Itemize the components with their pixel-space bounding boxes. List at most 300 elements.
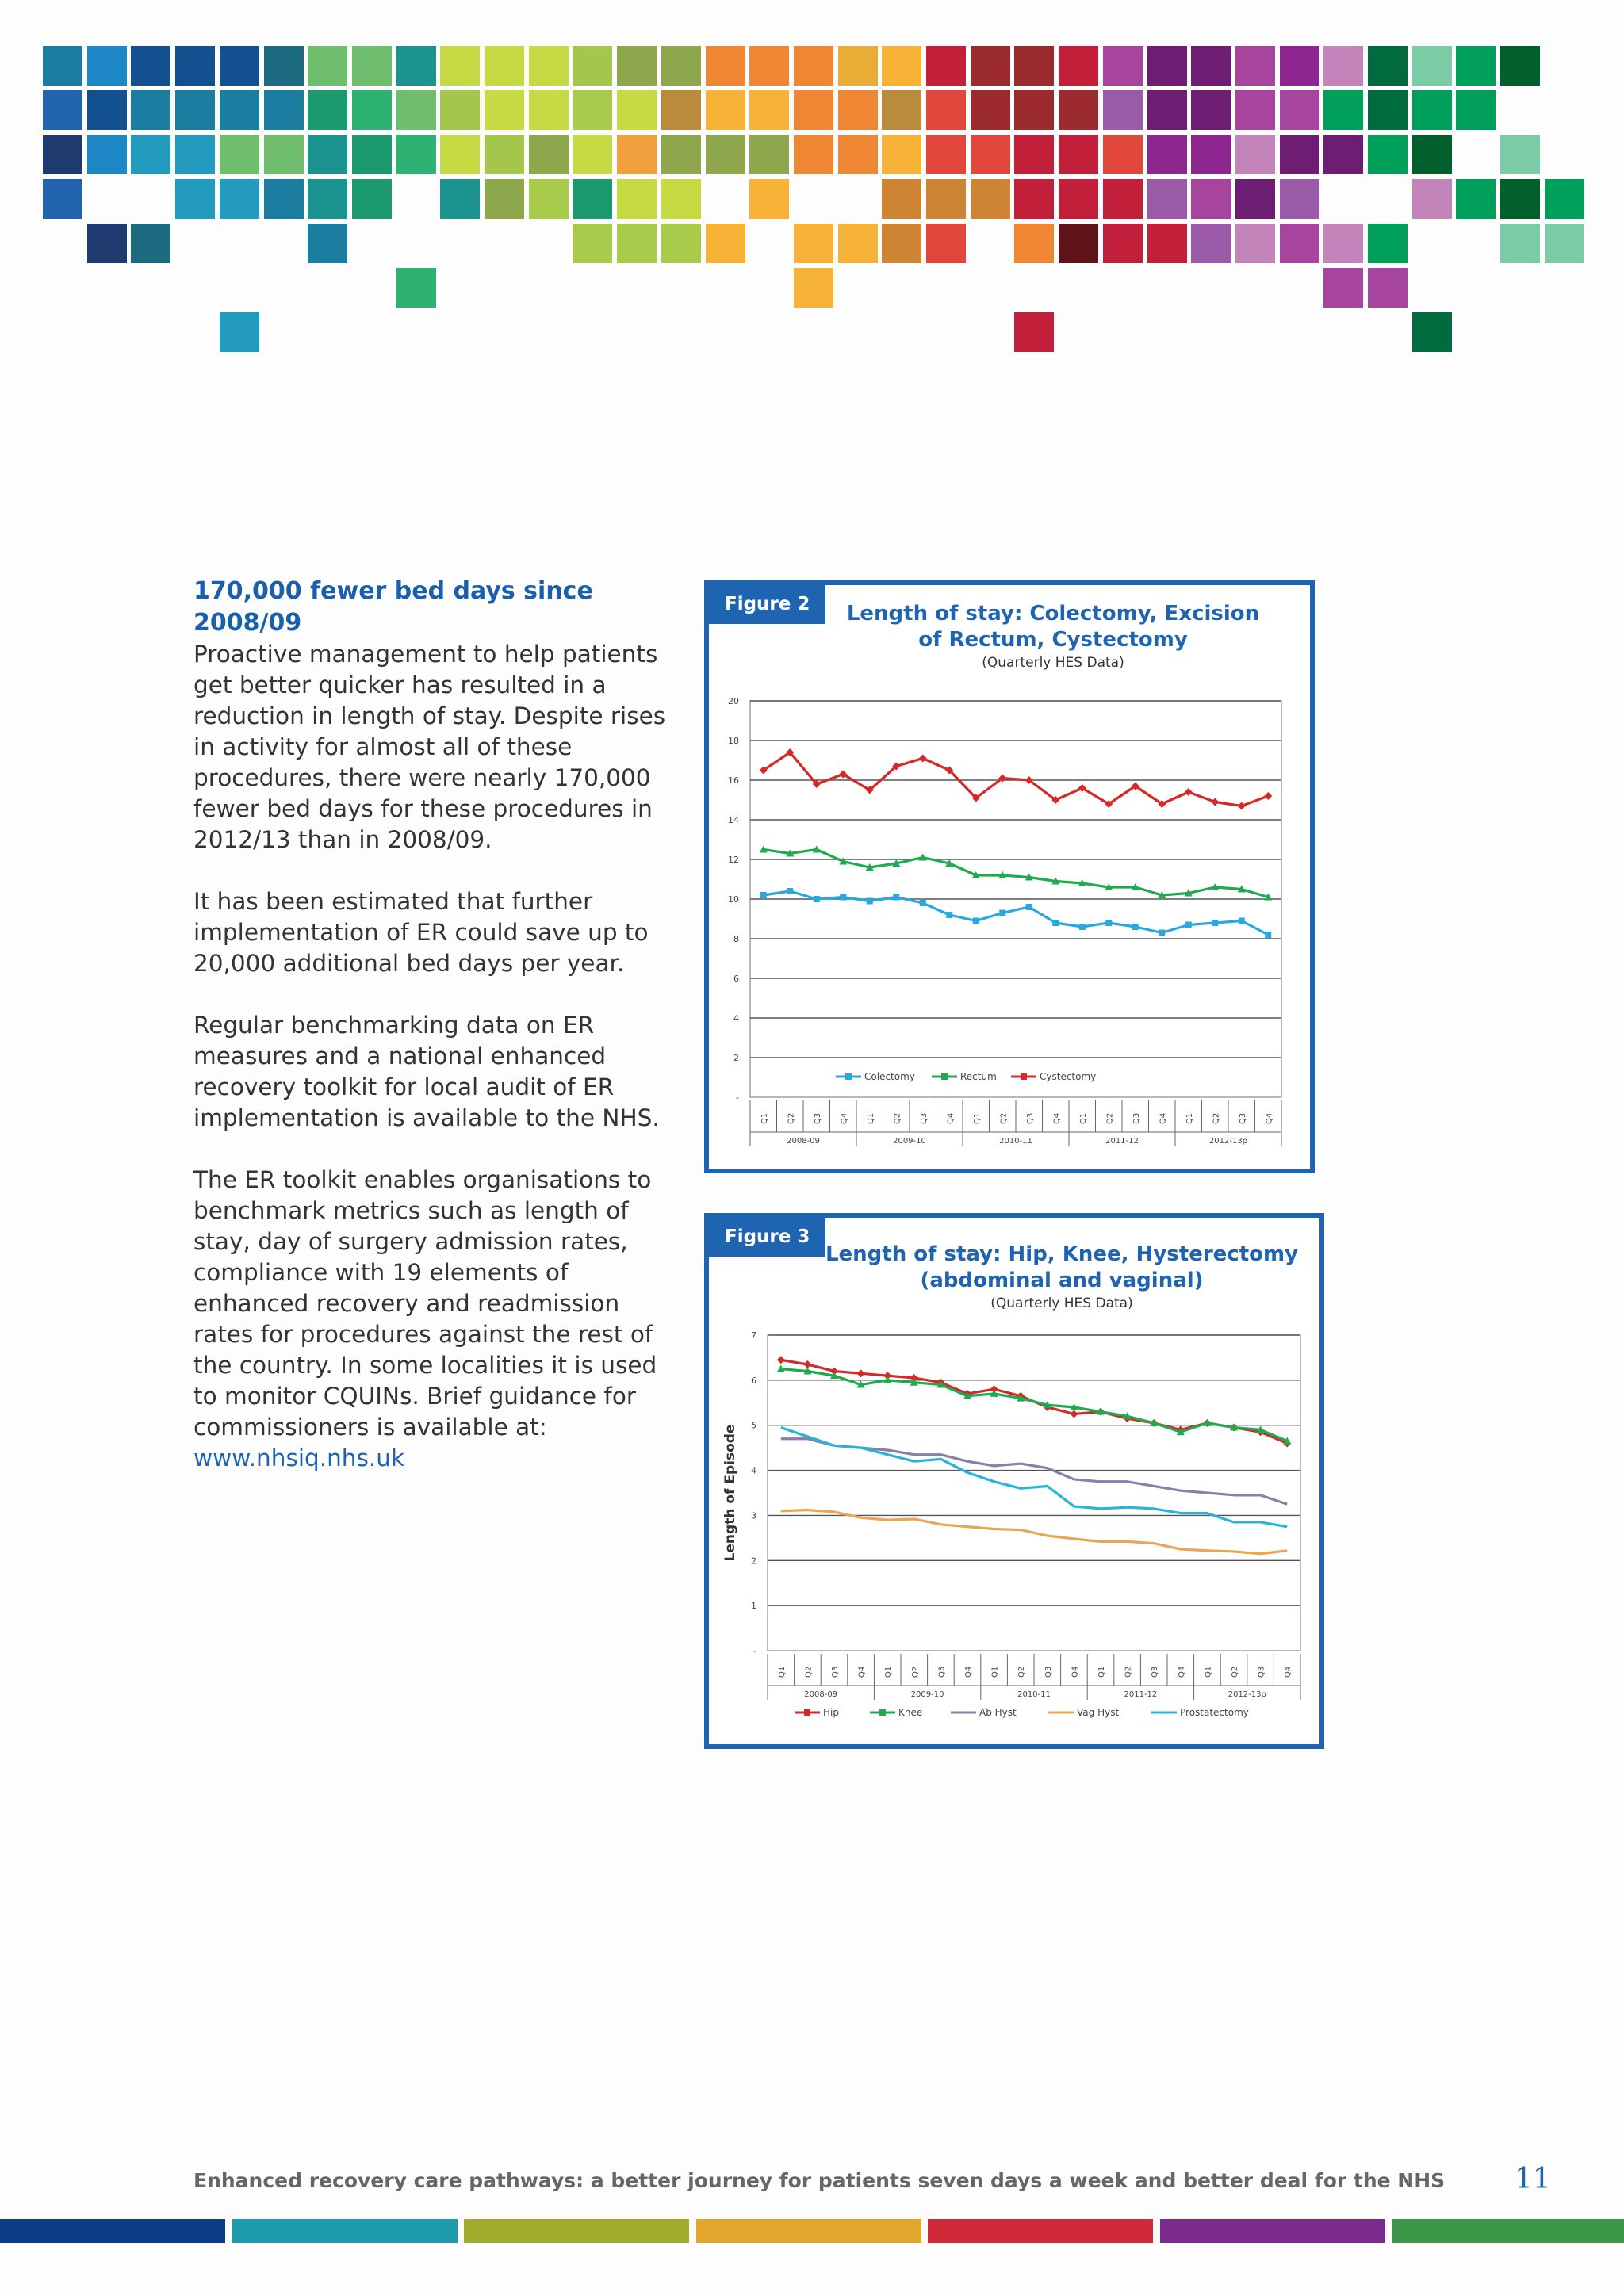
data-point	[920, 900, 926, 906]
mosaic-tile	[1412, 179, 1452, 219]
mosaic-tile	[1412, 312, 1452, 352]
y-tick-label: 12	[728, 855, 739, 865]
x-tick-label: Q1	[884, 1666, 894, 1678]
mosaic-tile	[882, 135, 921, 174]
mosaic-tile	[573, 224, 612, 263]
mosaic-tile	[87, 46, 127, 86]
mosaic-tile	[1456, 179, 1496, 219]
x-tick-label: Q4	[964, 1666, 973, 1678]
figure-2-subtitle: (Quarterly HES Data)	[982, 655, 1124, 671]
mosaic-tile	[396, 90, 436, 130]
mosaic-tile	[1323, 135, 1363, 174]
x-tick-label: Q2	[1017, 1666, 1027, 1678]
mosaic-tile	[1412, 46, 1452, 86]
mosaic-tile	[175, 46, 215, 86]
mosaic-tile	[971, 90, 1010, 130]
mosaic-tile	[661, 135, 701, 174]
mosaic-tile	[175, 135, 215, 174]
data-point	[1211, 798, 1219, 806]
mosaic-tile	[1191, 135, 1231, 174]
mosaic-tile	[1500, 135, 1540, 174]
figure-2-title-line1: Length of stay: Colectomy, Excision	[846, 602, 1260, 626]
legend-marker	[941, 1073, 948, 1080]
mosaic-tile	[1280, 135, 1320, 174]
mosaic-tile	[838, 135, 878, 174]
data-point	[1079, 924, 1086, 930]
series-line-colectomy	[764, 891, 1269, 935]
mosaic-tile	[617, 224, 657, 263]
figure-2-chart-box	[704, 580, 1315, 1173]
mosaic-tile	[352, 46, 392, 86]
mosaic-tile	[308, 90, 347, 130]
data-point	[867, 898, 873, 905]
x-tick-label: Q3	[831, 1666, 840, 1678]
legend-label: Prostatectomy	[1180, 1707, 1249, 1718]
mosaic-tile	[308, 179, 347, 219]
mosaic-tile	[440, 179, 480, 219]
x-tick-label: Q4	[1284, 1666, 1293, 1678]
data-point	[973, 918, 979, 924]
x-tick-label: Q1	[972, 1112, 982, 1124]
y-tick-label: -	[736, 1093, 739, 1103]
data-point	[1264, 792, 1272, 800]
y-tick-label: 18	[728, 736, 739, 746]
footer-bar-segment	[232, 2219, 458, 2243]
paragraph-toolkit	[193, 1165, 669, 1474]
footer-text: Enhanced recovery care pathways: a better journey for patients seven days a week and better deal for the NHS	[193, 2169, 1446, 2192]
legend-label: Hip	[823, 1707, 839, 1718]
mosaic-tile	[1323, 90, 1363, 130]
footer-bar-segment	[1160, 2219, 1385, 2243]
mosaic-tile	[1059, 90, 1098, 130]
y-tick-label: 4	[751, 1465, 756, 1476]
series-line-cystectomy	[764, 752, 1269, 806]
mosaic-tile	[749, 46, 789, 86]
mosaic-tile	[131, 46, 170, 86]
x-tick-label: Q3	[1132, 1112, 1141, 1124]
y-tick-label: 5	[751, 1420, 756, 1431]
mosaic-tile	[220, 179, 259, 219]
x-tick-label: Q2	[787, 1112, 796, 1124]
mosaic-tile	[87, 90, 127, 130]
mosaic-tile	[882, 90, 921, 130]
mosaic-tile	[264, 46, 304, 86]
y-tick-label: 10	[728, 894, 739, 905]
mosaic-tile	[440, 135, 480, 174]
mosaic-tile	[220, 312, 259, 352]
mosaic-tile	[485, 179, 524, 219]
mosaic-tile	[573, 46, 612, 86]
mosaic-tile	[352, 90, 392, 130]
y-axis-label: Length of Episode	[722, 1424, 738, 1562]
mosaic-tile	[749, 135, 789, 174]
mosaic-tile	[661, 90, 701, 130]
data-point	[1239, 918, 1245, 924]
mosaic-tile	[882, 46, 921, 86]
mosaic-tile	[1456, 90, 1496, 130]
figure-2-tag: Figure 2	[709, 585, 825, 624]
mosaic-tile	[1103, 46, 1143, 86]
mosaic-tile	[926, 179, 966, 219]
mosaic-tile	[1103, 90, 1143, 130]
x-tick-label: Q1	[1185, 1112, 1194, 1124]
mosaic-tile	[661, 46, 701, 86]
mosaic-tile	[1368, 90, 1408, 130]
mosaic-tile	[1456, 46, 1496, 86]
x-tick-label: Q2	[1124, 1666, 1133, 1678]
paragraph-bed-days: Proactive management to help patients get better quicker has resulted in a reduction in length of stay. Despite rises in activity for almost all of these procedures, there were nearly 170,000 fewer bed days for these procedures in 2012/13 than in 2008/09.	[193, 641, 666, 853]
y-tick-label: -	[753, 1646, 756, 1656]
mosaic-tile	[175, 179, 215, 219]
mosaic-tile	[1235, 46, 1275, 86]
mosaic-tile	[1147, 224, 1187, 263]
mosaic-tile	[485, 46, 524, 86]
figure-3-title-line1: Length of stay: Hip, Knee, Hysterectomy	[825, 1242, 1299, 1266]
mosaic-tile	[926, 135, 966, 174]
mosaic-tile	[1059, 135, 1098, 174]
data-point	[893, 894, 899, 901]
x-group-label: 2011-12	[1124, 1690, 1158, 1699]
footer-bar-segment	[0, 2219, 225, 2243]
mosaic-tile	[1412, 135, 1452, 174]
y-tick-label: 1	[751, 1601, 756, 1612]
mosaic-tile	[264, 90, 304, 130]
data-point	[1052, 920, 1059, 926]
mosaic-tile	[43, 90, 82, 130]
data-point	[1212, 920, 1218, 926]
mosaic-tile	[1147, 90, 1187, 130]
y-tick-label: 2	[751, 1556, 756, 1567]
mosaic-tile	[1191, 179, 1231, 219]
data-point	[1185, 922, 1192, 928]
x-tick-label: Q2	[804, 1666, 814, 1678]
x-tick-label: Q3	[1151, 1666, 1160, 1678]
x-tick-label: Q3	[937, 1666, 947, 1678]
figure-2-title	[709, 601, 1310, 653]
x-tick-label: Q3	[1238, 1112, 1247, 1124]
y-tick-label: 14	[728, 815, 739, 825]
mosaic-tile	[352, 135, 392, 174]
x-tick-label: Q3	[919, 1112, 929, 1124]
figure-2-chart	[709, 585, 1310, 1169]
toolkit-text: The ER toolkit enables organisations to benchmark metrics such as length of stay, day of surgery admission rates, compliance with 19 elements of enhanced recovery and readmission rates for procedures against the rest of the country. In some localities it is used to monitor CQUINs. Brief guidance for commissioners is available at:	[193, 1166, 657, 1441]
mosaic-tile	[926, 46, 966, 86]
legend-label: Vag Hyst	[1077, 1707, 1120, 1718]
mosaic-tile	[617, 179, 657, 219]
legend-marker	[1021, 1073, 1027, 1080]
x-group-label: 2012-13p	[1208, 1137, 1248, 1146]
mosaic-tile	[43, 135, 82, 174]
x-tick-label: Q3	[1025, 1112, 1035, 1124]
legend-label: Knee	[898, 1707, 923, 1718]
legend-label: Rectum	[960, 1071, 997, 1082]
y-tick-label: 4	[733, 1013, 739, 1024]
mosaic-tile	[573, 135, 612, 174]
mosaic-tile	[87, 224, 127, 263]
mosaic-tile	[1103, 135, 1143, 174]
data-point	[1159, 930, 1165, 936]
mosaic-tile	[971, 179, 1010, 219]
x-tick-label: Q4	[1159, 1112, 1168, 1124]
x-group-label: 2011-12	[1105, 1137, 1139, 1146]
mosaic-tile	[352, 179, 392, 219]
mosaic-tile	[838, 90, 878, 130]
mosaic-tile	[529, 46, 569, 86]
legend-marker	[804, 1709, 810, 1716]
mosaic-tile	[1103, 179, 1143, 219]
mosaic-tile	[440, 90, 480, 130]
x-tick-label: Q1	[760, 1112, 769, 1124]
mosaic-tile	[1103, 224, 1143, 263]
mosaic-tile	[1368, 268, 1408, 308]
mosaic-tile	[396, 135, 436, 174]
section-heading: 170,000 fewer bed days since 2008/09	[193, 577, 593, 637]
mosaic-tile	[1014, 312, 1054, 352]
data-point	[1132, 924, 1139, 930]
x-tick-label: Q1	[1078, 1112, 1088, 1124]
mosaic-tile	[1147, 179, 1187, 219]
footer-bar-segment	[696, 2219, 921, 2243]
mosaic-tile	[131, 135, 170, 174]
mosaic-tile	[308, 224, 347, 263]
mosaic-tile	[1500, 179, 1540, 219]
footer-bar-segment	[1392, 2219, 1624, 2243]
mosaic-tile	[1500, 224, 1540, 263]
footer-bar-segment	[464, 2219, 689, 2243]
y-tick-label: 3	[751, 1510, 756, 1521]
data-point	[1026, 904, 1032, 910]
mosaic-tile	[1280, 46, 1320, 86]
mosaic-tile	[573, 90, 612, 130]
mosaic-tile	[1500, 46, 1540, 86]
x-tick-label: Q4	[1052, 1112, 1062, 1124]
x-tick-label: Q2	[1105, 1112, 1115, 1124]
mosaic-tile	[175, 90, 215, 130]
mosaic-tile	[882, 224, 921, 263]
mosaic-tile	[440, 46, 480, 86]
figure-3-title	[709, 1242, 1320, 1294]
legend-label: Cystectomy	[1040, 1071, 1097, 1082]
x-tick-label: Q2	[893, 1112, 902, 1124]
data-point	[1105, 920, 1112, 926]
x-tick-label: Q2	[999, 1112, 1009, 1124]
x-tick-label: Q1	[777, 1666, 787, 1678]
mosaic-tile	[749, 90, 789, 130]
data-point	[760, 892, 767, 898]
mosaic-tile	[1235, 224, 1275, 263]
mosaic-tile	[131, 224, 170, 263]
x-group-label: 2012-13p	[1228, 1690, 1266, 1699]
mosaic-tile	[794, 135, 833, 174]
paragraph-er-estimate: It has been estimated that further implementation of ER could save up to 20,000 additional bed days per year.	[193, 888, 649, 977]
data-point	[803, 1360, 811, 1368]
mosaic-tile	[1235, 179, 1275, 219]
mosaic-tile	[220, 46, 259, 86]
page-number: 11	[1515, 2163, 1551, 2195]
x-tick-label: Q1	[866, 1112, 875, 1124]
mosaic-tile	[971, 46, 1010, 86]
mosaic-tile	[43, 179, 82, 219]
legend-label: Ab Hyst	[979, 1707, 1017, 1718]
mosaic-tile	[308, 46, 347, 86]
mosaic-tile	[308, 135, 347, 174]
mosaic-tile	[43, 46, 82, 86]
mosaic-tile	[838, 224, 878, 263]
mosaic-tile	[794, 268, 833, 308]
mosaic-tile	[220, 135, 259, 174]
data-point	[787, 888, 793, 894]
mosaic-tile	[1191, 224, 1231, 263]
mosaic-tile	[529, 135, 569, 174]
x-group-label: 2009-10	[910, 1690, 944, 1699]
mosaic-tile	[87, 135, 127, 174]
mosaic-tile	[264, 179, 304, 219]
figure-3-subtitle: (Quarterly HES Data)	[990, 1295, 1133, 1311]
mosaic-tile	[1014, 224, 1054, 263]
x-tick-label: Q3	[1257, 1666, 1266, 1678]
mosaic-tile	[926, 90, 966, 130]
mosaic-tile	[617, 90, 657, 130]
data-point	[1238, 802, 1246, 810]
mosaic-tile	[1191, 90, 1231, 130]
nhsiq-link[interactable]: www.nhsiq.nhs.uk	[193, 1445, 405, 1471]
y-tick-label: 6	[751, 1375, 756, 1386]
y-tick-label: 16	[728, 775, 739, 786]
data-point	[840, 894, 846, 901]
data-point	[1185, 788, 1193, 796]
mosaic-tile	[1191, 46, 1231, 86]
mosaic-tile	[131, 90, 170, 130]
x-group-label: 2008-09	[804, 1690, 838, 1699]
data-point	[857, 1369, 865, 1377]
mosaic-tile	[1147, 46, 1187, 86]
data-point	[814, 896, 820, 902]
y-tick-label: 6	[733, 974, 739, 984]
mosaic-tile	[617, 46, 657, 86]
mosaic-tile	[706, 135, 745, 174]
mosaic-tile	[1059, 46, 1098, 86]
figure-3-tag: Figure 3	[709, 1218, 825, 1257]
figure-3-chart-box	[704, 1213, 1324, 1749]
data-point	[919, 755, 927, 763]
figure-3-title-line2: (abdominal and vaginal)	[920, 1269, 1204, 1292]
x-tick-label: Q3	[813, 1112, 822, 1124]
x-tick-label: Q2	[910, 1666, 920, 1678]
footer-bar-segment	[928, 2219, 1153, 2243]
data-point	[1265, 932, 1271, 938]
series-line-prostatectomy	[781, 1428, 1287, 1527]
x-tick-label: Q2	[1231, 1666, 1239, 1678]
mosaic-tile	[661, 224, 701, 263]
decorative-color-mosaic	[0, 0, 1624, 365]
mosaic-tile	[485, 135, 524, 174]
mosaic-tile	[1280, 179, 1320, 219]
x-tick-label: Q4	[1265, 1112, 1274, 1124]
legend-label: Colectomy	[864, 1071, 915, 1082]
mosaic-tile	[1323, 46, 1363, 86]
mosaic-tile	[706, 46, 745, 86]
mosaic-tile	[749, 179, 789, 219]
mosaic-tile	[1323, 224, 1363, 263]
mosaic-tile	[1280, 224, 1320, 263]
mosaic-tile	[926, 224, 966, 263]
y-tick-label: 8	[733, 934, 739, 944]
x-tick-label: Q1	[1097, 1666, 1106, 1678]
x-tick-label: Q4	[857, 1666, 867, 1678]
mosaic-tile	[794, 46, 833, 86]
mosaic-tile	[1368, 224, 1408, 263]
legend-marker	[879, 1709, 886, 1716]
series-line-vag-hyst	[781, 1510, 1287, 1554]
data-point	[1070, 1410, 1078, 1418]
mosaic-tile	[1280, 90, 1320, 130]
series-line-rectum	[764, 850, 1269, 897]
mosaic-tile	[485, 90, 524, 130]
mosaic-tile	[529, 179, 569, 219]
data-point	[999, 910, 1005, 916]
x-group-label: 2010-11	[999, 1137, 1032, 1146]
mosaic-tile	[1323, 268, 1363, 308]
y-tick-label: 7	[751, 1330, 756, 1341]
mosaic-tile	[396, 46, 436, 86]
mosaic-tile	[220, 90, 259, 130]
x-tick-label: Q1	[990, 1666, 1000, 1678]
y-tick-label: 20	[728, 696, 739, 706]
mosaic-tile	[661, 179, 701, 219]
mosaic-tile	[529, 90, 569, 130]
x-tick-label: Q2	[1212, 1112, 1221, 1124]
mosaic-tile	[1014, 90, 1054, 130]
mosaic-tile	[1059, 179, 1098, 219]
data-point	[777, 1356, 785, 1364]
x-group-label: 2009-10	[893, 1137, 926, 1146]
mosaic-tile	[1014, 46, 1054, 86]
mosaic-tile	[1368, 135, 1408, 174]
x-tick-label: Q4	[1177, 1666, 1186, 1678]
mosaic-tile	[706, 224, 745, 263]
paragraph-benchmarking: Regular benchmarking data on ER measures and a national enhanced recovery toolkit for local audit of ER implementation is available to the NHS.	[193, 1012, 660, 1131]
mosaic-tile	[1545, 224, 1584, 263]
x-group-label: 2008-09	[787, 1137, 820, 1146]
mosaic-tile	[396, 268, 436, 308]
mosaic-tile	[706, 90, 745, 130]
legend-marker	[845, 1073, 852, 1080]
mosaic-tile	[1014, 179, 1054, 219]
mosaic-tile	[1147, 135, 1187, 174]
x-tick-label: Q1	[1204, 1666, 1213, 1678]
mosaic-tile	[1014, 135, 1054, 174]
mosaic-tile	[1368, 46, 1408, 86]
x-tick-label: Q4	[840, 1112, 849, 1124]
mosaic-tile	[1545, 179, 1584, 219]
data-point	[946, 912, 952, 918]
mosaic-tile	[1235, 135, 1275, 174]
x-tick-label: Q4	[946, 1112, 956, 1124]
intro-text-column	[193, 576, 669, 1505]
mosaic-tile	[1412, 90, 1452, 130]
mosaic-tile	[1235, 90, 1275, 130]
mosaic-tile	[264, 135, 304, 174]
x-group-label: 2010-11	[1017, 1690, 1051, 1699]
mosaic-tile	[573, 179, 612, 219]
x-tick-label: Q3	[1044, 1666, 1053, 1678]
mosaic-tile	[1059, 224, 1098, 263]
mosaic-tile	[617, 135, 657, 174]
mosaic-tile	[794, 224, 833, 263]
y-tick-label: 2	[733, 1053, 739, 1063]
mosaic-tile	[971, 135, 1010, 174]
x-tick-label: Q4	[1071, 1666, 1080, 1678]
